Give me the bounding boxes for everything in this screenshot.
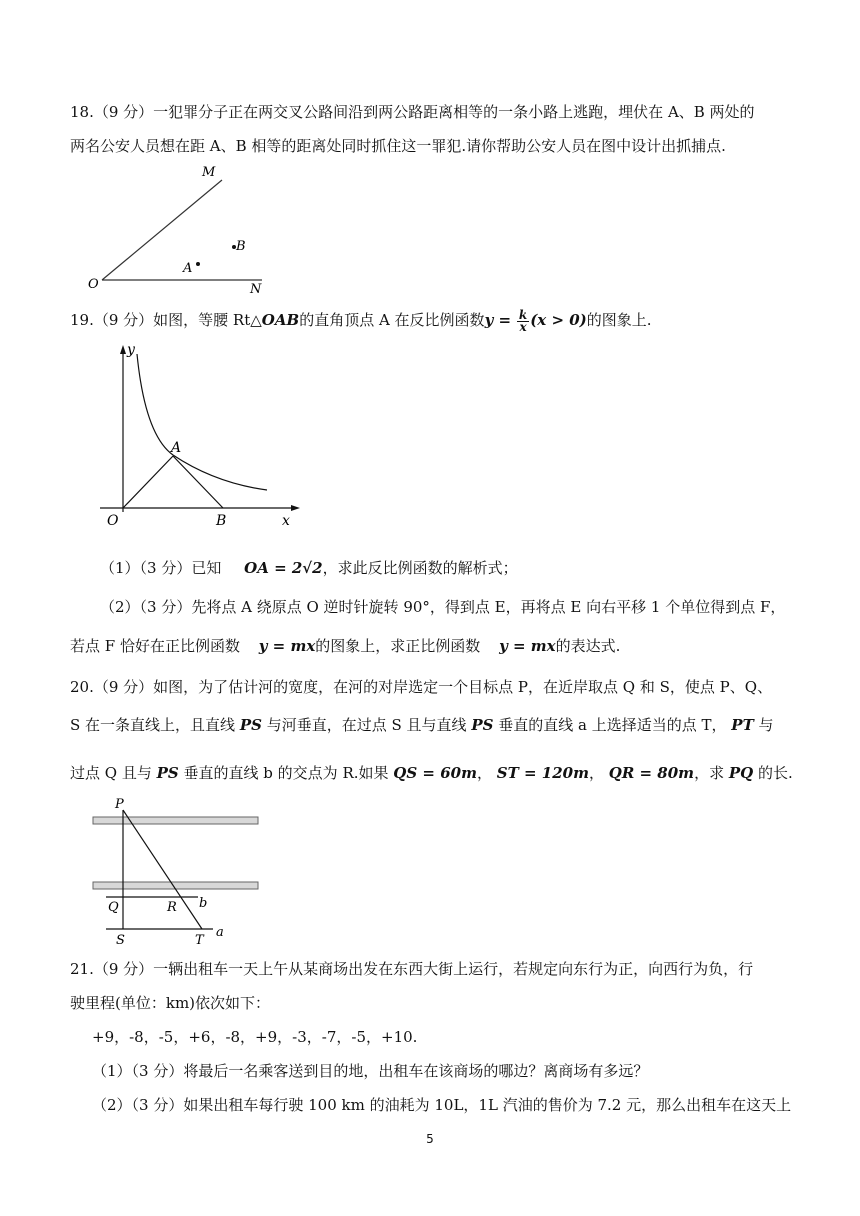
q19-label-y: y [127,342,135,358]
q18-label-M: M [202,165,216,180]
q18-label-A: A [183,261,193,276]
q20-l2-b: 与河垂直，在过点 S 且与直线 [266,716,467,734]
q18-label-O: O [88,277,99,292]
q18-line2: 两名公安人员想在距 A、B 相等的距离处同时抓住这一罪犯.请你帮助公安人员在图中设计出抓捕点. [70,137,726,155]
q20-label-T: T [195,933,204,947]
q21-line3: +9，-8，-5，+6，-8，+9，-3，-7，-5，+10. [92,1028,418,1046]
q20-l2-c: 垂直的直线 a 上选择适当的点 T， [498,716,727,734]
q20-l3-f: 的长. [758,764,793,782]
q20-l3-d: ， [588,764,604,782]
q19-label-A: A [171,440,182,456]
q19-intro-a: 19.（9 分）如图，等腰 Rt△ [70,311,262,329]
q20-l2-m3: PT [731,716,754,734]
q20-l2-a: S 在一条直线上，且直线 [70,716,236,734]
q19-part2-math1: y = mx [258,637,316,655]
q19-func-den: x [519,319,527,334]
q20-label-Q: Q [108,900,119,915]
q20-l3-m5: PQ [728,764,754,782]
q20-label-P: P [115,797,124,812]
q19-part1-a: （1）（3 分）已知 [100,559,222,577]
q19-part2-b: 的图象上，求正比例函数 [315,637,481,655]
q19-part1 [100,557,518,579]
q19-part2-math2: y = mx [499,637,556,655]
q19-part1-b: ，求此反比例函数的解析式； [322,559,518,577]
q19-func-lhs: y = [484,311,512,329]
q18-label-B: B [236,239,246,254]
q20-l3-a: 过点 Q 且与 [70,764,152,782]
q19-intro-b: 的直角顶点 A 在反比例函数 [299,311,485,329]
page-number: 5 [426,1132,434,1146]
q21-line5: （2）（3 分）如果出租车每行驶 100 km 的油耗为 10L，1L 汽油的售价为 7.2 元，那么出租车在这天上 [92,1096,792,1114]
q20-l3-e: ，求 [694,764,725,782]
q20-line1: 20.（9 分）如图，为了估计河的宽度，在河的对岸选定一个目标点 P，在近岸取点 Q 和 S，使点 P、Q、 [70,678,773,696]
q19-figure [95,340,310,535]
q19-label-O: O [107,513,119,529]
q20-l2-d: 与 [758,716,774,734]
q20-l3-m2: QS = 60m [393,764,477,782]
q18-line1: 18.（9 分）一犯罪分子正在两交叉公路间沿到两公路距离相等的一条小路上逃跑，埋伏在 A、B 两处的 [70,103,755,121]
q19-part2-line2 [70,635,620,657]
q19-part2-line1: （2）（3 分）先将点 A 绕原点 O 逆时针旋转 90°，得到点 E，再将点 E 向右平移 1 个单位得到点 F， [100,598,786,616]
q19-part2-a: 若点 F 恰好在正比例函数 [70,637,240,655]
q19-intro-c: 的图象上. [586,311,652,329]
q20-line2 [70,714,774,736]
q20-l3-m3: ST = 120m [496,764,589,782]
q20-l3-m4: QR = 80m [608,764,695,782]
q20-l3-c: ， [476,764,492,782]
q20-line3 [70,762,793,784]
q20-l3-m1: PS [156,764,179,782]
q19-label-B: B [216,513,227,529]
q19-func-cond: (x > 0) [530,311,587,329]
q20-label-a: a [216,925,224,940]
q19-part1-math: OA = 2√2 [244,559,323,577]
q19-triangle-name: OAB [261,311,300,329]
q20-label-b: b [199,896,208,911]
q20-l2-m2: PS [471,716,494,734]
q19-part2-c: 的表达式. [555,637,621,655]
q18-label-N: N [250,282,262,295]
q21-line2: 驶里程(单位：km)依次如下： [70,994,271,1012]
q20-l3-b: 垂直的直线 b 的交点为 R.如果 [183,764,389,782]
q20-label-R: R [167,900,177,915]
q19-func-num: k [518,307,528,322]
q20-label-S: S [116,933,125,947]
q19-label-x: x [282,513,290,529]
q18-figure [80,160,280,295]
q20-figure [88,795,268,947]
q21-line1: 21.（9 分）一辆出租车一天上午从某商场出发在东西大街上运行，若规定向东行为正，向西行为负，行 [70,960,754,978]
q19-func-fraction [517,307,529,334]
q21-line4: （1）（3 分）将最后一名乘客送到目的地，出租车在该商场的哪边？离商场有多远？ [92,1062,649,1080]
q19-intro [70,309,652,333]
q20-l2-m1: PS [239,716,262,734]
